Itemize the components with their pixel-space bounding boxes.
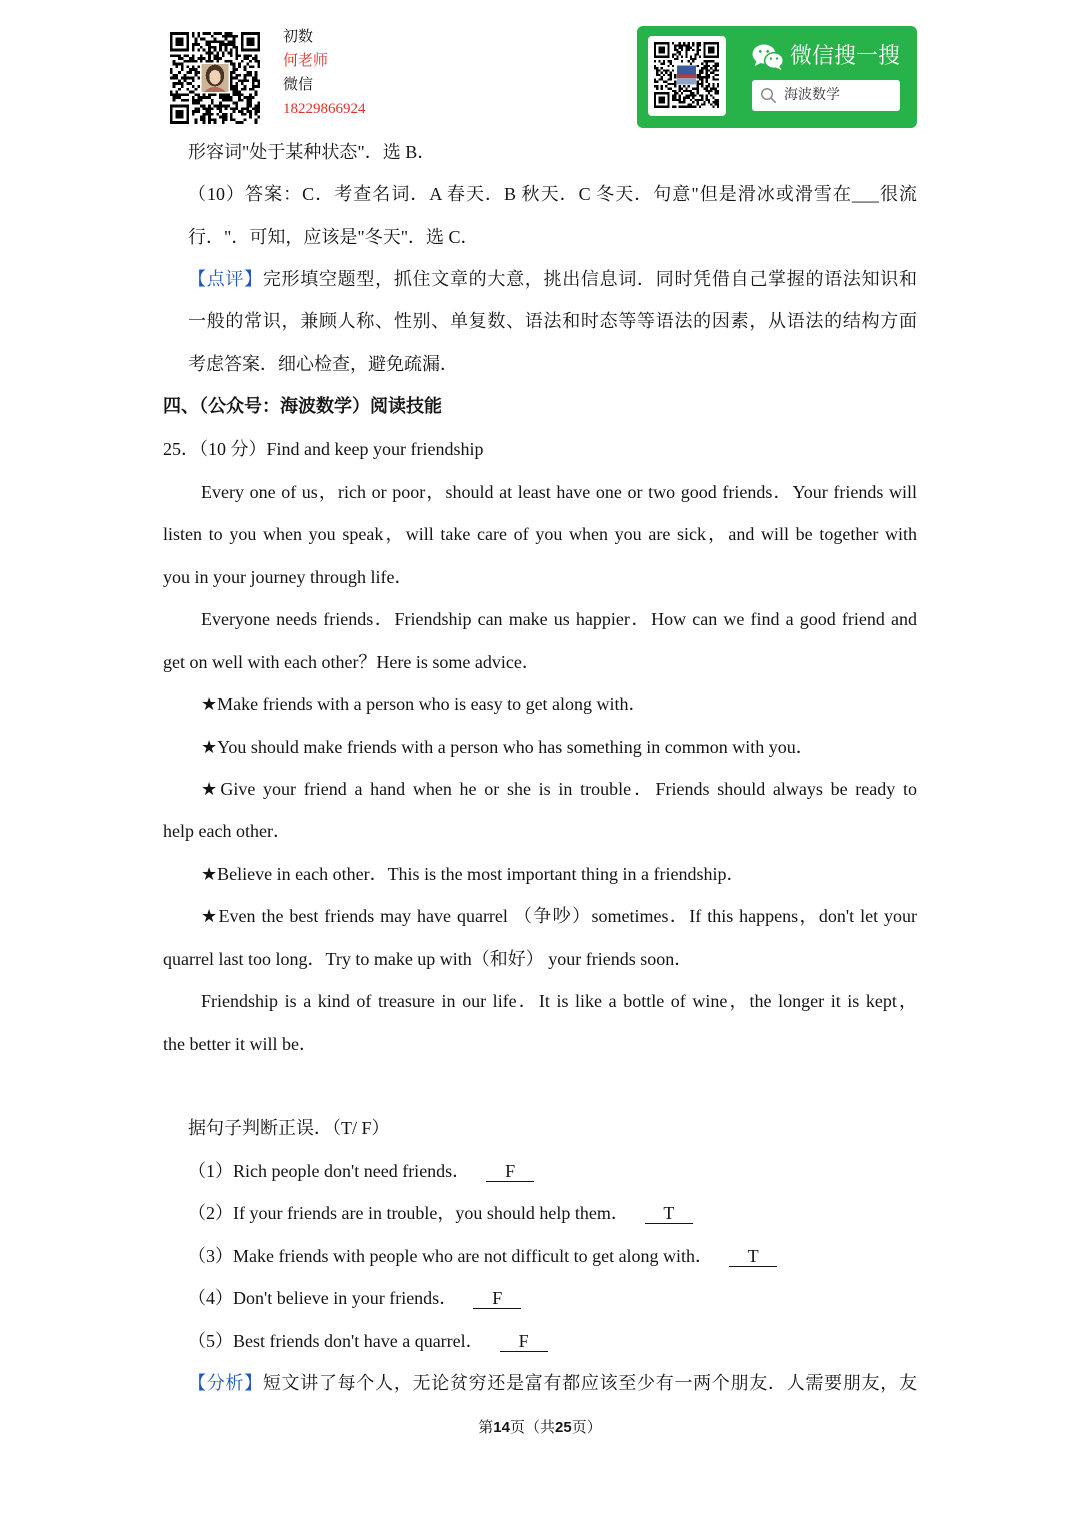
tf-item-label: （5）: [188, 1331, 233, 1351]
footer-prefix: 第: [478, 1420, 494, 1436]
wechat-search-title: 微信搜一搜: [790, 44, 901, 69]
passage-title: Find and keep your friendship: [266, 439, 484, 459]
page-footer: [0, 1418, 1080, 1438]
wechat-icon: [752, 43, 784, 71]
teacher-name: 何老师: [283, 53, 329, 69]
analysis-text: 短文讲了每个人，无论贫穷还是富有都应该至少有一两个朋友．人需要朋友，友: [262, 1373, 917, 1393]
tf-item-label: （1）: [188, 1161, 233, 1181]
wechat-qr-code-icon: [654, 42, 719, 108]
tf-item-text: If your friends are in trouble，you should help them．: [233, 1203, 629, 1223]
page-number: 14: [493, 1419, 510, 1436]
passage-line: Friendship is a kind of treasure in our life．It is like a bottle of wine，the longer it is kept，: [201, 991, 917, 1011]
advice-line: ★Believe in each other．This is the most important thing in a friendship．: [201, 864, 745, 884]
advice-line: ★You should make friends with a person who has something in common with you．: [201, 737, 814, 757]
tf-item-text: Don't believe in your friends．: [233, 1288, 458, 1308]
comment-tag: 【点评】: [188, 269, 263, 289]
question-number: 25．: [163, 439, 199, 459]
tf-item-label: （4）: [188, 1288, 233, 1308]
tf-instruction: 据句子判断正误．（T/ F）: [188, 1118, 390, 1138]
wechat-label: 微信: [283, 77, 314, 93]
wechat-search-query: 海波数学: [784, 87, 840, 103]
passage-line: Every one of us，rich or poor，should at least have one or two good friends．Your friends will: [201, 482, 917, 502]
q10-answer-line: 行．"．可知，应该是"冬天"．选 C．: [188, 227, 479, 247]
tf-item: [188, 1201, 917, 1225]
footer-middle: 页（共: [509, 1420, 555, 1436]
comment-line: 一般的常识，兼顾人称、性别、单复数、语法和时态等等语法的因素，从语法的结构方面: [188, 311, 917, 331]
qr-finder-pattern: [170, 104, 189, 124]
footer-suffix: 页）: [571, 1420, 602, 1436]
advice-line: help each other．: [163, 821, 291, 841]
analysis-line: [188, 1371, 917, 1395]
advice-line: ★Even the best friends may have quarrel （争吵）sometimes．If this happens，don't let your: [201, 906, 917, 926]
comment-line: 考虑答案．细心检查，避免疏漏．: [188, 354, 458, 374]
total-pages: 25: [555, 1419, 572, 1436]
tf-item-answer: F: [500, 1332, 548, 1352]
passage-line: get on well with each other？Here is some advice．: [163, 652, 540, 672]
tf-item: [188, 1159, 917, 1183]
qr-center-logo: [677, 65, 696, 84]
question-score: （10 分）: [199, 439, 267, 459]
tf-item-label: （3）: [188, 1246, 233, 1266]
teacher-qr-code-icon: [170, 32, 260, 124]
qr-finder-pattern: [654, 92, 670, 108]
analysis-tag: 【分析】: [188, 1373, 263, 1393]
tf-item-answer: T: [645, 1204, 693, 1224]
tf-item-text: Rich people don't need friends．: [233, 1161, 471, 1181]
section-heading: 四、（公众号：海波数学）阅读技能: [163, 396, 442, 416]
comment-line: [188, 267, 917, 291]
subject-label: 初数: [283, 29, 314, 45]
tf-item-answer: F: [486, 1162, 534, 1182]
tf-item-text: Best friends don't have a quarrel．: [233, 1331, 484, 1351]
tf-item-label: （2）: [188, 1203, 233, 1223]
passage-line: Everyone needs friends．Friendship can make us happier．How can we find a good friend and: [201, 609, 917, 629]
advice-line: quarrel last too long．Try to make up with（和好） your friends soon．: [163, 949, 693, 969]
q10-answer-line: （10）答案：C．考查名词．A 春天．B 秋天．C 冬天．句意"但是滑冰或滑雪在___很流: [188, 184, 917, 204]
passage-line: listen to you when you speak，will take care of you when you are sick，and will be together with: [163, 524, 917, 544]
wechat-search-box: [752, 80, 900, 111]
passage-line: you in your journey through life．: [163, 567, 413, 587]
qr-finder-pattern: [654, 42, 670, 58]
advice-line: ★Make friends with a person who is easy to get along with．: [201, 694, 647, 714]
wechat-qr-frame: [648, 36, 726, 116]
avatar-photo: [201, 64, 228, 92]
qr-finder-pattern: [703, 42, 719, 58]
advice-line: ★Give your friend a hand when he or she is in trouble．Friends should always be ready to: [201, 779, 917, 799]
qr-finder-pattern: [241, 32, 260, 52]
question-title: [163, 437, 483, 461]
tf-item: [188, 1286, 917, 1310]
passage-line: the better it will be．: [163, 1034, 317, 1054]
search-icon: [760, 87, 777, 104]
tf-item: [188, 1329, 917, 1353]
wechat-search-banner: [637, 26, 917, 128]
answer-line: 形容词"处于某种状态"．选 B．: [188, 142, 436, 162]
phone-number: 18229866924: [283, 101, 366, 117]
tf-item: [188, 1244, 917, 1268]
tf-item-text: Make friends with people who are not difficult to get along with．: [233, 1246, 714, 1266]
tf-item-answer: T: [729, 1247, 777, 1267]
qr-finder-pattern: [170, 32, 189, 52]
comment-text: 完形填空题型，抓住文章的大意，挑出信息词．同时凭借自己掌握的语法知识和: [262, 269, 917, 289]
tf-item-answer: F: [473, 1289, 521, 1309]
